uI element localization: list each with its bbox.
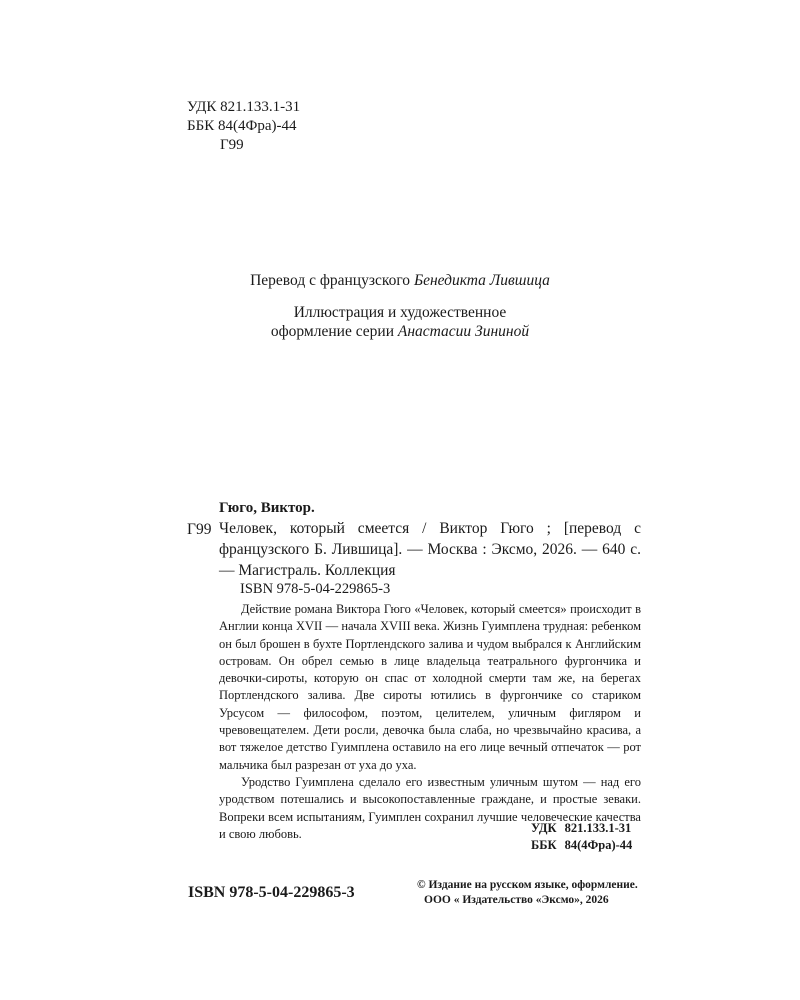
footer-classification xyxy=(531,820,632,854)
annotation-paragraph: Действие романа Виктора Гюго «Человек, который смеется» происходит в Англии конца XVII — начала XVIII века. Жизнь Гуимплена трудная: ребенком он был брошен в бухте Портлендского залива и чудом выбрался к Английским островам. Он обрел семью в лице владельца театрального фургончика и девочки-сироты, которую он спас от холодной смерти там же, на берегах Портлендского залива. Две сироты ютились в фургончике со стариком Урсусом — философом, поэтом, целителем, уличным фигляром и чревовещателем. Дети росли, девочка была слаба, но чрезвычайно красива, а вот тяжелое детство Гуимплена оставило на его лице вечный отпечаток — рот мальчика был разрезан от уха до уха. xyxy=(219,602,641,772)
annotation-paragraph: Уродство Гуимплена сделало его известным уличным шутом — над его уродством потешались и высокопоставленные граждане, и простые зеваки. Вопреки всем испытаниям, Гуимплен сохранил лучшие человеческие качества и свою любовь. xyxy=(219,774,641,841)
classification-block xyxy=(187,98,300,155)
author-mark: Г99 xyxy=(220,137,244,153)
footer-bbk-value: 84(4Фра)-44 xyxy=(564,838,633,852)
bibliography-shelf-mark: Г99 xyxy=(187,521,212,538)
footer-udk-value: 821.133.1-31 xyxy=(564,821,632,835)
copyright-line1: © Издание на русском языке, оформление. xyxy=(417,879,638,891)
annotation xyxy=(219,601,641,843)
illustration-prefix: оформление серии xyxy=(270,323,398,340)
bbk-code: ББК 84(4Фра)-44 xyxy=(187,118,297,134)
footer-bbk-label: ББК xyxy=(531,838,557,852)
bibliography-description: Человек, который смеется / Виктор Гюго ; [перевод с французского Б. Лившица]. — Москва : Эксмо, 2026. — 640 с. — Магистраль. Коллекция xyxy=(219,520,641,579)
illustration-credit-line1: Иллюстрация и художественное xyxy=(293,304,507,321)
footer-udk-label: УДК xyxy=(531,821,557,835)
copyright-notice xyxy=(417,878,638,908)
illustrator-name: Анастасии Зининой xyxy=(397,323,530,340)
bibliography-isbn: ISBN 978-5-04-229865-3 xyxy=(240,581,391,597)
copyright-line2: ООО « Издательство «Эксмо», 2026 xyxy=(424,894,609,906)
translator-name: Бенедикта Лившица xyxy=(413,272,550,289)
footer-isbn: ISBN 978-5-04-229865-3 xyxy=(188,884,355,901)
illustration-credit-line2 xyxy=(0,323,800,341)
translation-prefix: Перевод с французского xyxy=(250,272,414,289)
translation-credit xyxy=(0,272,800,290)
udk-code: УДК 821.133.1-31 xyxy=(187,99,301,115)
bibliography-author: Гюго, Виктор. xyxy=(219,500,315,516)
